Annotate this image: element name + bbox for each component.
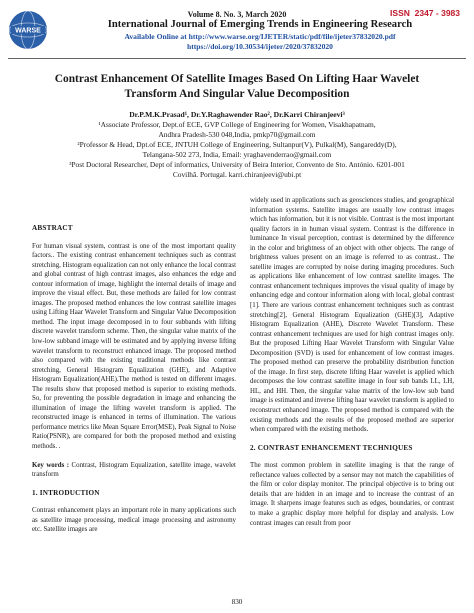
available-online-link[interactable]: Available Online at http://www.warse.org/IJETER/static/pdf/file/ijeter37832020.pdf [124, 32, 396, 41]
introduction-heading: 1. INTRODUCTION [32, 488, 100, 497]
affiliation-1a: ¹Associate Professor, Dept.of ECE, GVP College of Engineering for Women, Visakhapatnam, [98, 120, 376, 129]
keywords-text: Contrast, Histogram Equalization, satellite image, wavelet transform [32, 461, 236, 479]
affiliation-3a: ³Post Doctoral Researcher, Dept of informatics, University of Beira Interior, Convento de Sto. António. 6201-001 [69, 160, 405, 169]
paper-title [30, 72, 444, 102]
author-block [30, 110, 444, 180]
title-line-2: Transform And Singular Value Decomposition [124, 88, 350, 100]
affiliation-2b: Telangana-502 273, India, Email: yraghavenderrao@gmail.com [142, 150, 332, 159]
affiliation-1b: Andhra Pradesh-530 048,India, pmkp70@gmail.com [158, 130, 316, 139]
keywords-label: Key words : [32, 461, 70, 469]
introduction-text: Contrast enhancement plays an important role in many applications such as satellite image processing, medical image processing and astronomy etc. Satellite images are [32, 507, 236, 534]
issn-badge: ISSN 2347 - 3983 [390, 8, 460, 18]
keywords [32, 461, 236, 480]
right-column [250, 196, 454, 537]
left-column [32, 196, 236, 544]
header-divider [8, 58, 466, 59]
author-names: Dr.P.M.K.Prasad¹, Dr.Y.Raghawender Rao², Dr.Karri Chiranjeevi³ [129, 110, 345, 119]
section-2-heading: 2. CONTRAST ENHANCEMENT TECHNIQUES [250, 443, 413, 452]
journal-header [0, 0, 474, 62]
introduction-continued: widely used in applications such as geosciences studies, and geographical information systems. Satellite images are usually low contrast images which has information, but it is not visible. Contrast is the most important quality factors in in human visual system. Contrast is the difference in luminance In visual perception, contrast is determined by the difference in the color and brightness of an object with other objects. The range of brightness values present on an image is referred to as contrast.. The satellite images are corrupted by noise during imaging procedures. Such as applications like enhancement of low contrast satellite images. The contrast enhancement techniques improves the visual quality of image by enhancing edge and contour information along with local, global contrast [1]. There are various contrast enhancement techniques such as contrast stretching[2], General Histogram Equalization (GHE)[3], Adaptive Histogram Equalization (AHE), Discrete Wavelet Transform. These contrast enhancement techniques are used for high contrast images only. But the proposed Lifting Haar Wavelet Transform with Singular Value Decomposition (SVD) is used for enhancement of low contrast images. The proposed method can preserve the probability distribution function of the image. In first step, discrete lifting Haar wavelet is applied which decomposes the low contrast satellite image in four sub bands LL, LH, HL, and HH. Then, the singular value matrix of the low-low sub band image is estimated and inverse lifting haar wavelet transform is applied to reconstruct enhanced image. The proposed method is compared with the existing methods and the results of the proposed method are superior when compared with the existing methods. [250, 197, 454, 434]
abstract-text: For human visual system, contrast is one of the most important quality factors.. The existing contrast enhancement techniques such as contrast stretching, Histogram equalization can not only enhance the local contrast and global contrast of high contrast images, also enhances the edge and contour information of image, highlight the internal details of image and improve the visual effect. But, these methods are failed for low contrast images. The proposed method enhances the low contrast satellite images using Lifting Haar Wavelet Transform and Singular Value Decomposition method. The input image decomposed in to four subbands with lifting discrete wavelet transform scheme. Then, the singular value matrix of the low-low subband image will be estimated and by applying inverse lifting wavelet transform to reconstruct enhanced image. The proposed method also compared with the existing traditional methods like contrast stretching, General Histogram Equalization (GHE), and Adaptive Histogram Equalization(AHE).The method is tested on different images. The results show that proposed method is superior to existing methods. So, for preventing the possible degradation in image and enhancing the illumination of image the lifting wavelet transform is applied. The reconstructed image is enhanced in terms of illumination. The various performance metrics like Mean Square Error(MSE), Peak Signal to Noise Ratio(PSNR), are compared for both the proposed method and existing methods. . [32, 242, 236, 451]
abstract-heading: ABSTRACT [32, 224, 73, 232]
svg-text:WARSE: WARSE [15, 27, 41, 35]
journal-title: International Journal of Emerging Trends in Engineering Research [107, 19, 413, 30]
affiliation-3b: Covilhã. Portugal. karri.chiranjeevi@ubi.pt [172, 170, 302, 179]
doi-link[interactable]: https://doi.org/10.30534/ijeter/2020/37832020 [187, 42, 333, 51]
affiliation-2a: ²Professor & Head, Dpt.of ECE, JNTUH College of Engineering, Sultanpur(V), Pulkal(M), Sangareddy(D), [77, 140, 397, 149]
page-number: 830 [231, 598, 243, 606]
title-line-1: Contrast Enhancement Of Satellite Images Based On Lifting Haar Wavelet [54, 73, 420, 85]
volume-line: Volume 8. No. 3, March 2020 [187, 10, 287, 19]
section-2-text: The most common problem in satellite imaging is that the range of reflectance values collected by a sensor may not match the capabilities of the film or color display monitor. The principal objective is to bring out details that are hidden in an image and to increase the contrast of an image. It sharpens image features such as edges, boundaries, or contrast to make a graphic display more helpful for display and analysis. Low contrast images can result from poor [250, 462, 454, 527]
